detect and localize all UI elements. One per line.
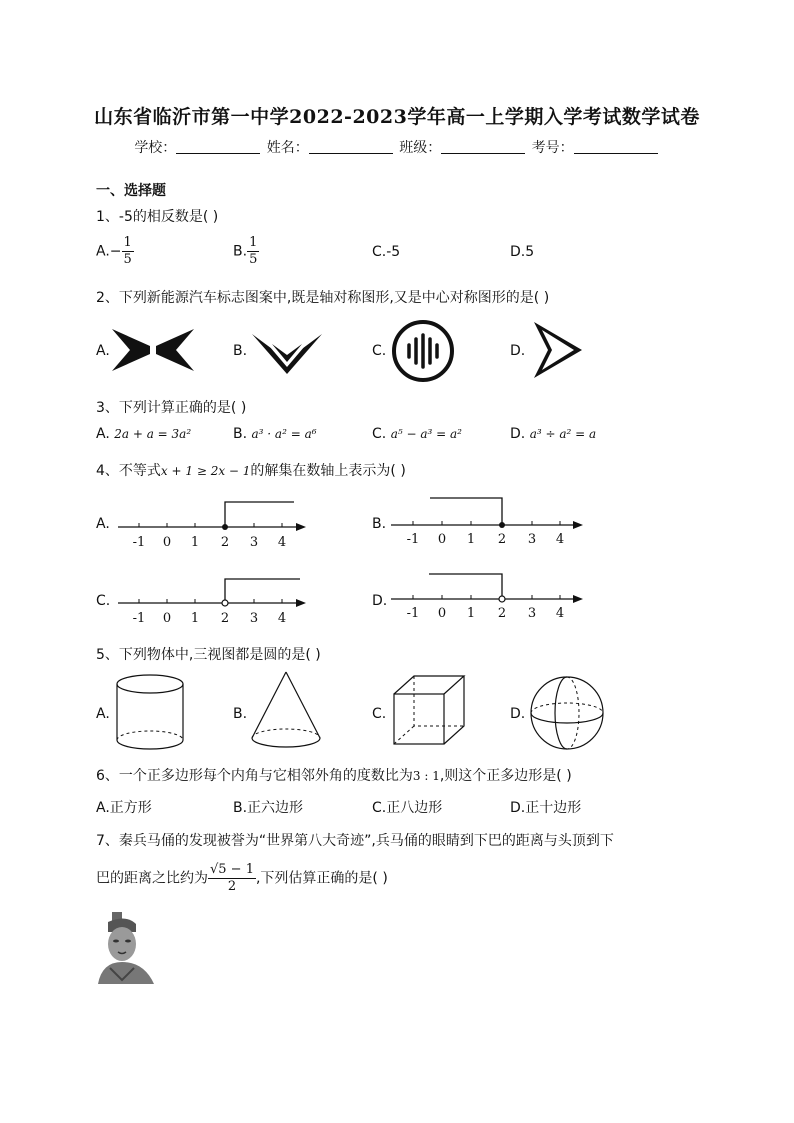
q7-line2: 巴的距离之比约为 $\frac{√5 - 1}{2}$ ,下列估算正确的是( ) <box>96 862 388 894</box>
q4-stem: 4、不等式x + 1 ≥ 2x − 1的解集在数轴上表示为( ) <box>96 463 406 479</box>
q5-sphere-icon <box>526 674 608 754</box>
svg-text:1: 1 <box>190 611 200 626</box>
q4-b-range <box>430 498 502 525</box>
q7-line1: 7、秦兵马俑的发现被誉为“世界第八大奇迹”,兵马俑的眼睛到下巴的距离与头顶到下 <box>96 833 614 849</box>
q2-logo-b-icon <box>250 330 324 378</box>
q1-b-fraction: $\frac{1}{5}$ <box>249 235 258 267</box>
svg-text:4: 4 <box>277 611 287 626</box>
q4-numberline-d <box>385 566 589 624</box>
q4-c-tick-labels <box>133 611 286 626</box>
svg-text:1: 1 <box>190 535 200 550</box>
q3-option-a[interactable]: A. 2a + a = 3a² <box>96 426 192 442</box>
name-blank[interactable] <box>309 139 393 154</box>
q1-option-b[interactable]: B. $\frac{1}{5}$ <box>233 235 258 267</box>
q4-numberline-c <box>112 570 312 628</box>
svg-text:3: 3 <box>527 606 537 621</box>
q4-a-point <box>222 524 228 530</box>
svg-text:2: 2 <box>220 611 230 626</box>
field-name-label: 姓名： <box>266 140 309 156</box>
q4-c-point <box>222 600 228 606</box>
q3-option-c[interactable]: C. a⁵ − a³ = a² <box>372 426 462 442</box>
q2-logo-a-icon <box>108 325 198 375</box>
q5-cylinder-icon <box>110 670 190 754</box>
svg-text:-1: -1 <box>132 611 146 626</box>
q5-label-b[interactable]: B. <box>233 706 248 722</box>
q3-stem: 3、下列计算正确的是( ) <box>96 400 247 416</box>
q1-option-d[interactable]: D.5 <box>510 244 535 260</box>
q1-option-c[interactable]: C.-5 <box>372 244 401 260</box>
q5-stem: 5、下列物体中,三视图都是圆的是( ) <box>96 647 321 663</box>
q4-label-c[interactable]: C. <box>96 593 111 609</box>
field-school-label: 学校： <box>134 140 177 156</box>
q2-label-b[interactable]: B. <box>233 343 248 359</box>
q1-a-fraction: $\frac{1}{5}$ <box>123 235 132 267</box>
class-blank[interactable] <box>441 139 525 154</box>
q4-label-a[interactable]: A. <box>96 516 110 532</box>
q5-label-c[interactable]: C. <box>372 706 387 722</box>
q5-cone-icon <box>246 668 326 754</box>
svg-text:0: 0 <box>437 532 447 547</box>
svg-text:-1: -1 <box>406 532 420 547</box>
q6-option-d[interactable]: D.正十边形 <box>510 800 582 816</box>
q6-option-c[interactable]: C.正八边形 <box>372 800 443 816</box>
q1-stem: 1、-5的相反数是( ) <box>96 209 219 225</box>
q2-label-c[interactable]: C. <box>372 343 387 359</box>
q4-c-range <box>225 579 300 603</box>
svg-text:4: 4 <box>277 535 287 550</box>
q4-d-point <box>499 596 505 602</box>
q6-option-a[interactable]: A.正方形 <box>96 800 152 816</box>
svg-text:1: 1 <box>466 606 476 621</box>
svg-text:-1: -1 <box>132 535 146 550</box>
q2-stem: 2、下列新能源汽车标志图案中,既是轴对称图形,又是中心对称图形的是( ) <box>96 290 550 306</box>
q4-numberline-a <box>112 492 312 550</box>
svg-text:2: 2 <box>497 532 507 547</box>
q4-label-d[interactable]: D. <box>372 593 388 609</box>
q4-b-point <box>499 522 505 528</box>
svg-text:4: 4 <box>555 606 565 621</box>
field-class-label: 班级： <box>399 140 442 156</box>
q5-label-d[interactable]: D. <box>510 706 526 722</box>
svg-text:3: 3 <box>249 535 259 550</box>
svg-text:2: 2 <box>497 606 507 621</box>
q5-cube-icon <box>388 672 472 754</box>
svg-text:1: 1 <box>466 532 476 547</box>
q4-a-tick-labels <box>133 535 286 550</box>
page-title: 山东省临沂市第一中学2022-2023学年高一上学期入学考试数学试卷 <box>94 106 700 128</box>
q4-label-b[interactable]: B. <box>372 516 387 532</box>
svg-text:4: 4 <box>555 532 565 547</box>
q3-option-b[interactable]: B. a³ · a² = a⁶ <box>233 426 317 442</box>
terracotta-warrior-image <box>96 910 156 984</box>
svg-text:2: 2 <box>220 535 230 550</box>
q7-fraction: $\frac{√5 - 1}{2}$ <box>210 862 254 894</box>
q3-option-d[interactable]: D. a³ ÷ a² = a <box>510 426 597 442</box>
svg-text:-1: -1 <box>406 606 420 621</box>
svg-text:0: 0 <box>162 535 172 550</box>
svg-text:0: 0 <box>437 606 447 621</box>
q2-logo-c-icon <box>390 318 456 384</box>
svg-text:3: 3 <box>249 611 259 626</box>
svg-text:3: 3 <box>527 532 537 547</box>
q1-option-a[interactable]: A.− $\frac{1}{5}$ <box>96 235 132 267</box>
q4-d-range <box>429 574 502 599</box>
q6-option-b[interactable]: B.正六边形 <box>233 800 304 816</box>
q2-label-a[interactable]: A. <box>96 343 110 359</box>
q2-logo-d-icon <box>528 318 588 382</box>
student-info-line <box>0 137 794 157</box>
q6-stem: 6、一个正多边形每个内角与它相邻外角的度数比为3 : 1,则这个正多边形是( ) <box>96 768 572 784</box>
q4-b-tick-labels <box>407 532 564 547</box>
q4-d-tick-labels <box>407 606 564 621</box>
field-id-label: 考号： <box>531 140 574 156</box>
school-blank[interactable] <box>176 139 260 154</box>
id-blank[interactable] <box>574 139 658 154</box>
q2-label-d[interactable]: D. <box>510 343 526 359</box>
section-title: 一、选择题 <box>96 183 166 199</box>
q4-numberline-b <box>385 490 589 548</box>
q5-label-a[interactable]: A. <box>96 706 110 722</box>
svg-text:0: 0 <box>162 611 172 626</box>
q4-a-range <box>225 502 294 527</box>
